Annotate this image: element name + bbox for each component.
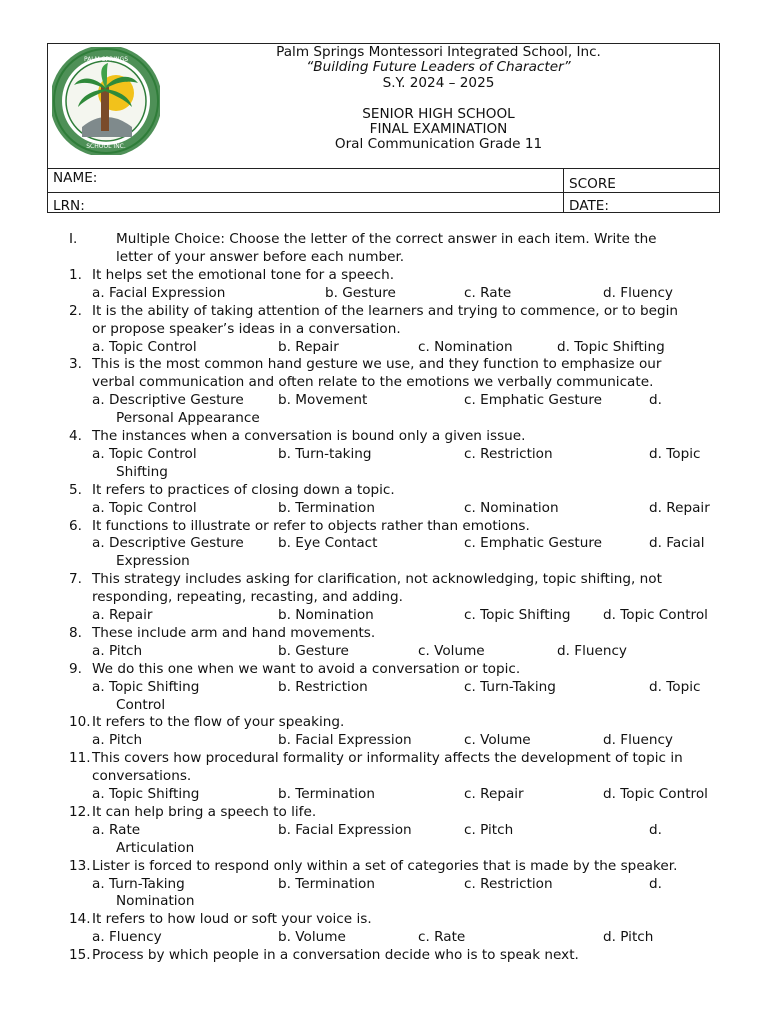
answer-choice: b. Eye Contact <box>278 535 378 551</box>
school-seal-logo <box>52 47 160 155</box>
answer-choice: a. Rate <box>92 822 141 838</box>
answer-choice: b. Termination <box>278 500 375 516</box>
section-numeral: I. <box>69 231 78 247</box>
question-number: 3. <box>69 356 82 372</box>
answer-choice: a. Descriptive Gesture <box>92 392 244 408</box>
answer-choice: a. Topic Control <box>92 446 197 462</box>
answer-choice: d. Topic Shifting <box>557 339 665 355</box>
answer-choice: b. Restriction <box>278 679 368 695</box>
question-text: It can help bring a speech to life. <box>92 804 317 820</box>
question-number: 4. <box>69 428 82 444</box>
answer-choice: d. <box>649 876 662 892</box>
divider <box>48 192 719 193</box>
question-text: These include arm and hand movements. <box>92 625 376 641</box>
answer-choice: d. Topic Control <box>603 786 708 802</box>
question-number: 1. <box>69 267 82 283</box>
question-text: or propose speaker’s ideas in a conversation. <box>92 321 401 337</box>
answer-choice: b. Repair <box>278 339 339 355</box>
answer-choice: d. Fluency <box>603 732 673 748</box>
answer-choice: c. Volume <box>418 643 485 659</box>
answer-choice-continued: Articulation <box>116 840 195 856</box>
answer-choice: d. Fluency <box>557 643 627 659</box>
svg-text:SCHOOL INC.: SCHOOL INC. <box>86 143 126 150</box>
answer-choice: b. Termination <box>278 876 375 892</box>
school-year: S.Y. 2024 – 2025 <box>382 75 495 91</box>
answer-choice-continued: Shifting <box>116 464 168 480</box>
school-name: Palm Springs Montessori Integrated School, Inc. <box>276 44 601 60</box>
svg-text:PALM SPRINGS: PALM SPRINGS <box>83 56 129 63</box>
answer-choice: b. Gesture <box>325 285 396 301</box>
question-text: It refers to how loud or soft your voice is. <box>92 911 372 927</box>
answer-choice: b. Movement <box>278 392 368 408</box>
score-label: SCORE <box>569 176 616 192</box>
divider <box>48 168 719 169</box>
answer-choice: a. Topic Shifting <box>92 679 200 695</box>
question-number: 5. <box>69 482 82 498</box>
question-number: 6. <box>69 518 82 534</box>
answer-choice: c. Topic Shifting <box>464 607 571 623</box>
answer-choice: a. Pitch <box>92 732 143 748</box>
answer-choice: d. <box>649 822 662 838</box>
school-motto: “Building Future Leaders of Character” <box>306 59 571 75</box>
answer-choice: d. Pitch <box>603 929 654 945</box>
answer-choice: d. <box>649 392 662 408</box>
answer-choice: c. Restriction <box>464 446 553 462</box>
answer-choice: a. Fluency <box>92 929 162 945</box>
answer-choice: b. Facial Expression <box>278 732 412 748</box>
question-number: 2. <box>69 303 82 319</box>
instructions-line: letter of your answer before each number. <box>116 249 405 265</box>
exam-title: FINAL EXAMINATION <box>369 121 508 137</box>
date-label: DATE: <box>569 198 609 214</box>
question-text: conversations. <box>92 768 192 784</box>
answer-choice-continued: Expression <box>116 553 190 569</box>
question-text: It functions to illustrate or refer to objects rather than emotions. <box>92 518 530 534</box>
answer-choice: b. Facial Expression <box>278 822 412 838</box>
question-text: Process by which people in a conversation decide who is to speak next. <box>92 947 579 963</box>
divider <box>563 168 564 212</box>
answer-choice: c. Rate <box>464 285 512 301</box>
question-text: It is the ability of taking attention of the learners and trying to commence, or to begin <box>92 303 679 319</box>
exam-subject: Oral Communication Grade 11 <box>334 136 543 152</box>
question-number: 13. <box>69 858 91 874</box>
answer-choice: d. Topic Control <box>603 607 708 623</box>
school-level: SENIOR HIGH SCHOOL <box>362 106 515 122</box>
question-number: 9. <box>69 661 82 677</box>
answer-choice: a. Topic Shifting <box>92 786 200 802</box>
answer-choice: c. Repair <box>464 786 524 802</box>
question-text: We do this one when we want to avoid a conversation or topic. <box>92 661 521 677</box>
question-number: 8. <box>69 625 82 641</box>
question-text: This covers how procedural formality or informality affects the development of topic in <box>92 750 683 766</box>
answer-choice: a. Turn-Taking <box>92 876 185 892</box>
question-text: The instances when a conversation is bound only a given issue. <box>92 428 526 444</box>
answer-choice: a. Repair <box>92 607 153 623</box>
answer-choice: c. Emphatic Gesture <box>464 535 603 551</box>
answer-choice: c. Restriction <box>464 876 553 892</box>
instructions-line: Multiple Choice: Choose the letter of the correct answer in each item. Write the <box>116 231 657 247</box>
question-text: It refers to practices of closing down a topic. <box>92 482 395 498</box>
answer-choice: a. Topic Control <box>92 339 197 355</box>
question-text: verbal communication and often relate to the emotions we verbally communicate. <box>92 374 654 390</box>
question-text: Lister is forced to respond only within a set of categories that is made by the speaker. <box>92 858 678 874</box>
answer-choice-continued: Control <box>116 697 166 713</box>
answer-choice-continued: Personal Appearance <box>116 410 260 426</box>
answer-choice: d. Facial <box>649 535 705 551</box>
answer-choice: c. Nomination <box>464 500 559 516</box>
answer-choice-continued: Nomination <box>116 893 195 909</box>
question-number: 14. <box>69 911 91 927</box>
question-text: This is the most common hand gesture we use, and they function to emphasize our <box>92 356 662 372</box>
answer-choice: b. Gesture <box>278 643 349 659</box>
answer-choice: c. Volume <box>464 732 531 748</box>
question-text: It helps set the emotional tone for a speech. <box>92 267 395 283</box>
answer-choice: a. Pitch <box>92 643 143 659</box>
answer-choice: a. Facial Expression <box>92 285 226 301</box>
question-number: 7. <box>69 571 82 587</box>
lrn-label: LRN: <box>53 198 85 214</box>
question-text: responding, repeating, recasting, and adding. <box>92 589 403 605</box>
answer-choice: b. Nomination <box>278 607 374 623</box>
answer-choice: c. Rate <box>418 929 466 945</box>
answer-choice: c. Emphatic Gesture <box>464 392 603 408</box>
question-number: 10. <box>69 714 91 730</box>
answer-choice: b. Volume <box>278 929 346 945</box>
question-number: 11. <box>69 750 91 766</box>
answer-choice: d. Repair <box>649 500 710 516</box>
answer-choice: a. Topic Control <box>92 500 197 516</box>
answer-choice: b. Termination <box>278 786 375 802</box>
answer-choice: d. Fluency <box>603 285 673 301</box>
question-text: It refers to the flow of your speaking. <box>92 714 345 730</box>
question-number: 12. <box>69 804 91 820</box>
answer-choice: b. Turn-taking <box>278 446 372 462</box>
answer-choice: c. Nomination <box>418 339 513 355</box>
answer-choice: a. Descriptive Gesture <box>92 535 244 551</box>
name-label: NAME: <box>53 170 98 186</box>
answer-choice: d. Topic <box>649 679 701 695</box>
question-number: 15. <box>69 947 91 963</box>
exam-header <box>47 43 720 213</box>
answer-choice: d. Topic <box>649 446 701 462</box>
answer-choice: c. Turn-Taking <box>464 679 556 695</box>
question-text: This strategy includes asking for clarification, not acknowledging, topic shifting, not <box>92 571 662 587</box>
answer-choice: c. Pitch <box>464 822 514 838</box>
